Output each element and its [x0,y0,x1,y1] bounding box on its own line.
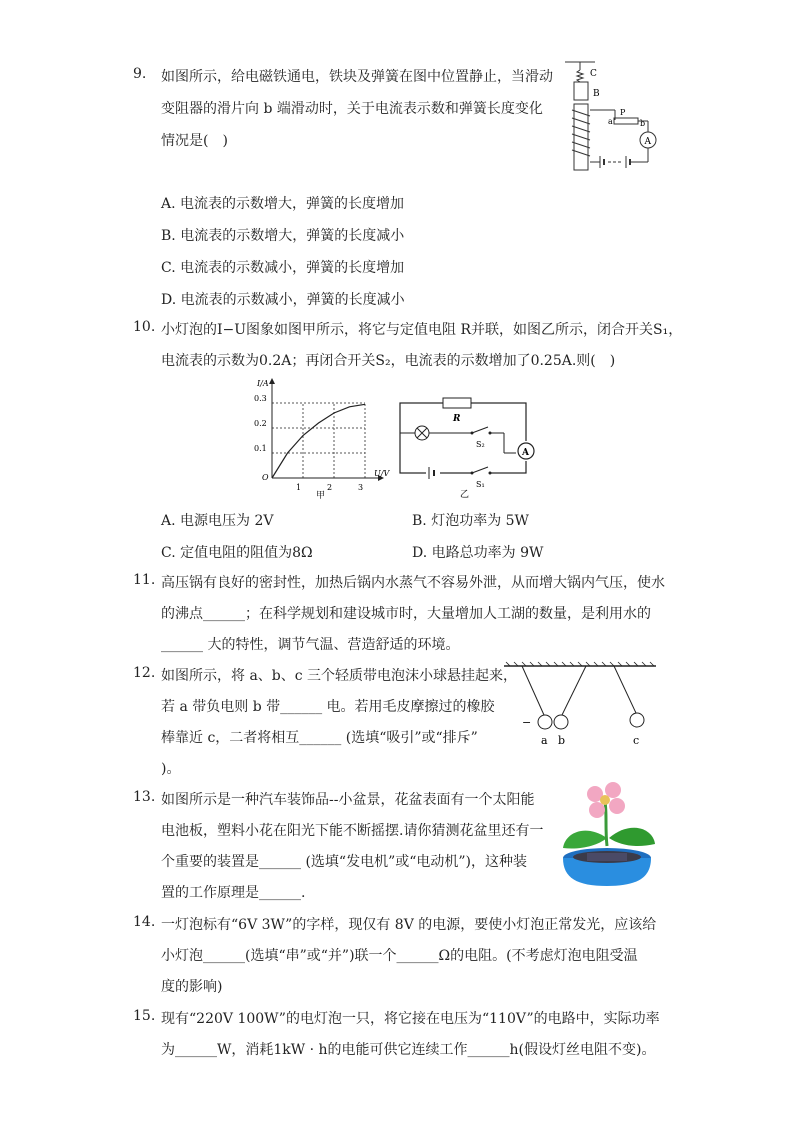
q12-line-1: 如图所示，将 a、b、c 三个轻质带电泡沫小球悬挂起来， [161,668,518,684]
q9-option-c[interactable]: C. 电流表的示数减小，弹簧的长度增加 [161,260,405,276]
s1-label: S₁ [476,480,485,489]
y-axis-arrow [269,378,275,384]
slider-p-label: P [620,108,626,117]
x-tick-1: 1 [296,483,302,492]
ammeter-a-label: A [522,448,529,458]
q15-line-1: 现有“220V 100W”的电灯泡一只，将它接在电压为“110V”的电路中，实际功率 [161,1011,660,1027]
electromagnet-circuit-figure [560,58,670,176]
q10-option-d[interactable]: D. 电路总功率为 9W [412,545,544,561]
q9-line-3: 情况是( ) [161,133,228,149]
circuit-caption: 乙 [460,490,470,500]
q10-option-a[interactable]: A. 电源电压为 2V [161,513,274,529]
iu-curve-series [272,404,365,478]
q11-line-1: 高压锅有良好的密封性，加热后锅内水蒸气不容易外泄，从而增大锅内气压，使水 [161,575,665,591]
q10-number: 10. [133,319,156,335]
q14-line-2: 小灯泡______(选填“串”或“并”)联一个______Ω的电阻。(不考虑灯泡电阻受温 [161,948,638,964]
end-a-label: a [608,117,613,126]
q15-line-2: 为______W，消耗1kW · h的电能可供它连续工作______h(假设灯丝电阻不变)。 [161,1042,656,1058]
q9-line-2: 变阻器的滑片向 b 端滑动时，关于电流表示数和弹簧长度变化 [161,101,543,117]
ball-b-label: b [558,734,566,747]
y-axis-label: I/A [257,379,269,388]
q12-number: 12. [133,665,156,681]
x-axis-label: U/V [374,469,390,478]
iron-block-label: B [593,89,600,99]
x-tick-2: 2 [327,483,333,492]
end-b-label: b [640,119,646,128]
ball-a-label: a [541,734,548,747]
q12-line-2: 若 a 带负电则 b 带______ 电。若用毛皮摩擦过的橡胶 [161,699,495,715]
q13-line-1: 如图所示是一种汽车装饰品--小盆景，花盆表面有一个太阳能 [161,792,535,808]
q10-line-1: 小灯泡的I−U图象如图甲所示，将它与定值电阻 R并联，如图乙所示，闭合开关S₁， [161,322,683,338]
resistor-label: R [453,414,461,424]
q13-line-4: 置的工作原理是______. [161,885,306,901]
q14-number: 14. [133,914,156,930]
q12-line-4: )。 [161,761,181,777]
q9-option-a[interactable]: A. 电流表的示数增大，弹簧的长度增加 [161,196,405,212]
q13-line-3: 个重要的装置是______ (选填“发电机”或“电动机”)，这种装 [161,854,528,870]
q13-line-2: 电池板，塑料小花在阳光下能不断摇摆.请你猜测花盆里还有一 [161,823,544,839]
q10-line-2: 电流表的示数为0.2A；再闭合开关S₂，电流表的示数增加了0.25A.则( ) [161,353,616,369]
s2-label: S₂ [476,440,485,449]
q10-option-c[interactable]: C. 定值电阻的阻值为8Ω [161,545,313,561]
origin-label: O [262,473,269,482]
charged-balls-figure [502,660,658,750]
ball-c-label: c [633,734,640,747]
q9-line-1: 如图所示，给电磁铁通电，铁块及弹簧在图中位置静止，当滑动 [161,69,553,85]
q13-number: 13. [133,789,156,805]
y-tick-0.3: 0.3 [254,394,267,403]
minus-sign: − [522,716,532,729]
ball-c [630,713,644,727]
q11-number: 11. [133,572,156,588]
q9-option-d[interactable]: D. 电流表的示数减小，弹簧的长度减小 [161,292,405,308]
y-tick-0.1: 0.1 [254,444,267,453]
q15-number: 15. [133,1008,156,1024]
q12-line-3: 棒靠近 c，二者将相互______ (选填“吸引”或“排斥” [161,730,478,746]
q10-option-b[interactable]: B. 灯泡功率为 5W [412,513,529,529]
ammeter-label: A [644,137,651,147]
spring-label: C [590,69,597,79]
ball-b [554,715,568,729]
parallel-circuit-figure [392,397,542,501]
ball-a [538,715,552,729]
graph-caption: 甲 [316,491,326,500]
x-tick-3: 3 [358,483,364,492]
iu-graph [252,378,402,500]
q14-line-1: 一灯泡标有“6V 3W”的字样，现仅有 8V 的电源，要使小灯泡正常发光，应该给 [161,917,657,933]
q9-number: 9. [133,66,147,82]
y-tick-0.2: 0.2 [254,419,267,428]
q9-option-b[interactable]: B. 电流表的示数增大，弹簧的长度减小 [161,228,405,244]
q14-line-3: 度的影响) [161,979,223,995]
q11-line-3: ______ 大的特性，调节气温、营造舒适的环境。 [161,637,460,653]
solar-flower-pot-image [555,778,660,888]
q11-line-2: 的沸点______；在科学规划和建设城市时，大量增加人工湖的数量，是利用水的 [161,606,651,622]
